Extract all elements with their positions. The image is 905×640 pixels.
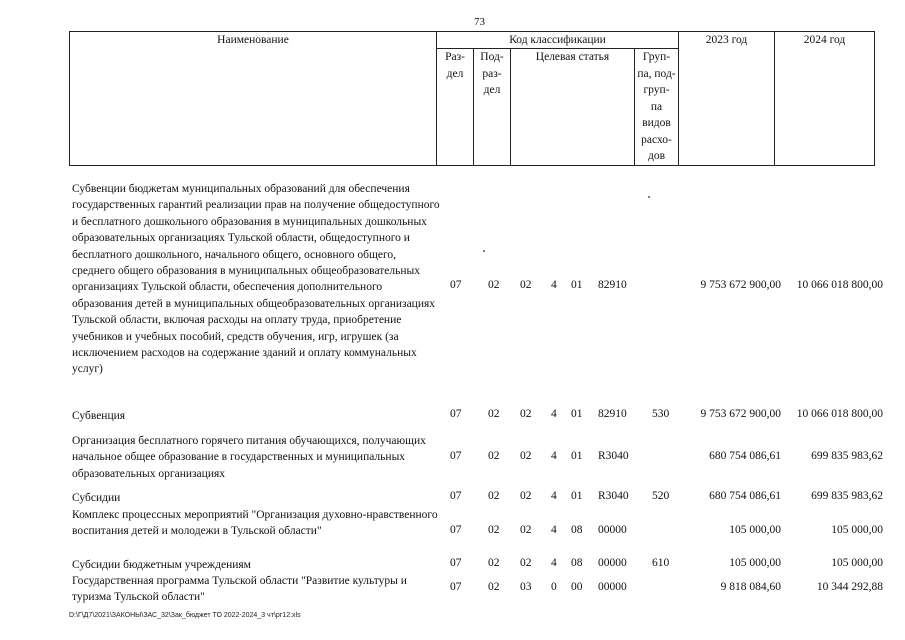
row-amount-2024: 10 066 018 800,00 (796, 279, 883, 291)
scan-speck (648, 196, 650, 198)
row-target-type: 0 (551, 581, 557, 593)
table-row (69, 507, 899, 557)
row-name: Субвенция (72, 410, 126, 422)
header-2024: 2024 год (775, 32, 875, 166)
header-group (635, 49, 679, 166)
row-name: Организация бесплатного горячего питания обучающихся, получающих начальное общее образование в государственных и муниципальных образовательных организациях (72, 435, 426, 480)
row-target-item: 08 (571, 557, 583, 569)
header-target: Целевая статья (511, 49, 635, 166)
row-target-program: 02 (520, 279, 532, 291)
table-row (69, 573, 899, 607)
header-group-line: дов (647, 150, 666, 162)
header-razdel (437, 49, 474, 166)
row-podrazdel: 02 (488, 490, 500, 502)
row-target-code: 82910 (598, 279, 627, 291)
row-razdel: 07 (450, 450, 462, 462)
header-group-line: Груп- (642, 51, 671, 63)
row-target-type: 4 (551, 557, 557, 569)
row-target-code: R3040 (598, 450, 629, 462)
table-row (69, 490, 899, 507)
row-name: Субсидии (72, 492, 121, 504)
page-number: 73 (474, 16, 485, 28)
row-name: Комплекс процессных мероприятий "Организация духовно-нравственного воспитания детей и молодежи в Тульской области" (72, 509, 438, 538)
row-target-type: 4 (551, 408, 557, 420)
row-podrazdel: 02 (488, 408, 500, 420)
header-podrazdel-line: дел (483, 84, 501, 96)
row-amount-2024: 105 000,00 (831, 557, 883, 569)
row-podrazdel: 02 (488, 524, 500, 536)
header-group-line: груп- (643, 84, 670, 96)
row-razdel: 07 (450, 557, 462, 569)
row-target-code: 00000 (598, 557, 627, 569)
row-group: 610 (652, 557, 670, 569)
row-target-code: 00000 (598, 524, 627, 536)
row-target-code: 00000 (598, 581, 627, 593)
row-amount-2023: 105 000,00 (729, 524, 781, 536)
row-name: Субвенции бюджетам муниципальных образований для обеспечения государственных гарантий реализации прав на получение общедоступного и бесплатного дошкольного образования в муниципальных дошкольных образовательных организациях Тульской области, общедоступного и бесплатного дошкольного, начального общего, основного общего, среднего общего образования в муниципальных общеобразовательных организациях Тульской области, обеспечения дополнительного образования детей в муниципальных общеобразовательных организациях Тульской области, включая расходы на оплату труда, приобретение учебников и учебных пособий, средств обучения, игр, игрушек (за исключением расходов на содержание зданий и оплату коммунальных услуг) (72, 183, 440, 376)
row-target-code: 82910 (598, 408, 627, 420)
row-target-program: 02 (520, 490, 532, 502)
row-target-code: R3040 (598, 490, 629, 502)
header-code: Код классификации (437, 32, 679, 49)
row-target-program: 02 (520, 557, 532, 569)
row-amount-2023: 9 818 084,60 (720, 581, 781, 593)
row-target-item: 01 (571, 450, 583, 462)
row-target-item: 01 (571, 490, 583, 502)
row-target-type: 4 (551, 450, 557, 462)
row-amount-2024: 10 344 292,88 (816, 581, 883, 593)
row-podrazdel: 02 (488, 581, 500, 593)
row-amount-2023: 105 000,00 (729, 557, 781, 569)
table-row (69, 557, 899, 574)
row-target-program: 02 (520, 408, 532, 420)
row-target-item: 08 (571, 524, 583, 536)
row-name: Государственная программа Тульской области "Развитие культуры и туризма Тульской области" (72, 575, 407, 604)
header-podrazdel-line: Под- (480, 51, 504, 63)
header-razdel-line: Раз- (445, 51, 465, 63)
row-amount-2023: 9 753 672 900,00 (700, 279, 781, 291)
row-amount-2024: 699 835 983,62 (811, 450, 883, 462)
row-group: 520 (652, 490, 670, 502)
row-razdel: 07 (450, 524, 462, 536)
row-amount-2024: 10 066 018 800,00 (796, 408, 883, 420)
file-path-footer: D:\Г\Д7\2021\ЗАКОНЫ\ЗАС_32\Зак_бюджет ТО 2022-2024_3 чт\рг12.xls (69, 612, 301, 619)
row-target-item: 00 (571, 581, 583, 593)
row-target-type: 4 (551, 279, 557, 291)
row-target-item: 01 (571, 408, 583, 420)
scan-speck (483, 250, 485, 252)
header-group-line: па, под- (637, 67, 676, 80)
table-header (69, 31, 875, 166)
table-row (69, 181, 899, 393)
header-group-line: па (650, 100, 663, 113)
row-name: Субсидии бюджетным учреждениям (72, 559, 251, 571)
row-amount-2023: 9 753 672 900,00 (700, 408, 781, 420)
row-amount-2023: 680 754 086,61 (709, 450, 781, 462)
row-target-program: 03 (520, 581, 532, 593)
table-row (69, 433, 899, 483)
row-podrazdel: 02 (488, 279, 500, 291)
row-group: 530 (652, 408, 670, 420)
row-razdel: 07 (450, 490, 462, 502)
row-podrazdel: 02 (488, 557, 500, 569)
row-amount-2024: 699 835 983,62 (811, 490, 883, 502)
header-group-line: видов (642, 117, 671, 129)
row-amount-2023: 680 754 086,61 (709, 490, 781, 502)
row-target-item: 01 (571, 279, 583, 291)
header-2023: 2023 год (679, 32, 775, 166)
row-target-type: 4 (551, 490, 557, 502)
header-group-line: расхо- (641, 133, 672, 146)
table-row (69, 408, 899, 425)
row-podrazdel: 02 (488, 450, 500, 462)
row-razdel: 07 (450, 408, 462, 420)
row-target-program: 02 (520, 524, 532, 536)
row-target-type: 4 (551, 524, 557, 536)
row-amount-2024: 105 000,00 (831, 524, 883, 536)
header-name: Наименование (70, 32, 437, 166)
row-razdel: 07 (450, 581, 462, 593)
row-target-program: 02 (520, 450, 532, 462)
row-razdel: 07 (450, 279, 462, 291)
header-podrazdel (474, 49, 511, 166)
header-razdel-line: дел (446, 67, 464, 80)
header-podrazdel-line: раз- (482, 67, 502, 80)
